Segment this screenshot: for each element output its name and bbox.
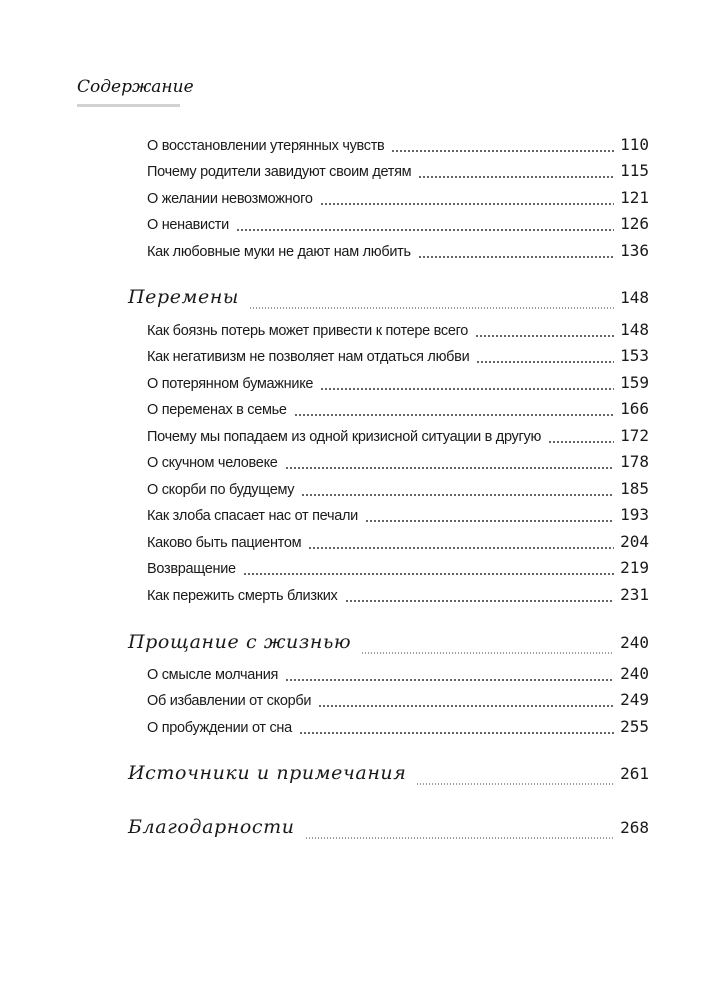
dot-leader (320, 203, 615, 205)
dot-leader (285, 679, 614, 681)
toc-entry[interactable] (147, 135, 649, 157)
toc-entry[interactable] (147, 585, 649, 607)
toc-entry-page: 219 (620, 558, 649, 577)
dot-leader (320, 388, 614, 390)
toc-section-page: 240 (620, 633, 649, 652)
toc-entry[interactable] (147, 505, 649, 527)
toc-entry-page: 159 (620, 373, 649, 392)
toc-entry[interactable] (147, 690, 649, 712)
toc-entry-title: Как любовные муки не дают нам любить (147, 244, 411, 260)
toc-entry[interactable] (147, 558, 649, 580)
toc-entry-title: Возвращение (147, 561, 236, 577)
toc-entry[interactable] (147, 241, 649, 263)
toc-entry-page: 110 (620, 135, 649, 154)
toc-entry-page: 121 (620, 188, 649, 207)
dot-leader (243, 573, 614, 575)
toc-entry-title: О скучном человеке (147, 455, 278, 471)
toc-entry[interactable] (147, 532, 649, 554)
toc-section-title: Прощание с жизнью (128, 631, 352, 653)
toc-entry-title: О потерянном бумажнике (147, 376, 314, 392)
toc-section-title: Благодарности (128, 816, 295, 838)
dot-leader (475, 335, 614, 337)
toc-entry-page: 126 (620, 214, 649, 233)
toc-entry[interactable] (147, 188, 649, 210)
toc-entry-title: О переменах в семье (147, 402, 287, 418)
toc-entry-title: Как боязнь потерь может привести к потере всего (147, 323, 469, 339)
dot-leader (318, 705, 614, 707)
toc-entry-title: О скорби по будущему (147, 482, 295, 498)
toc-section[interactable] (128, 762, 649, 790)
toc-entry-title: О пробуждении от сна (147, 720, 292, 736)
toc-section[interactable] (128, 286, 649, 314)
toc-section-title: Перемены (128, 286, 240, 308)
toc-entry-page: 249 (620, 690, 649, 709)
toc-entry-title: О восстановлении утерянных чувств (147, 138, 385, 154)
toc-entry-title: Об избавлении от скорби (147, 693, 312, 709)
toc-entry-title: О смысле молчания (147, 667, 279, 683)
toc-entry-page: 231 (620, 585, 649, 604)
toc-entry-page: 148 (620, 320, 649, 339)
dot-leader (416, 783, 614, 785)
toc-entry[interactable] (147, 664, 649, 686)
toc-entry-title: Почему родители завидуют своим детям (147, 164, 412, 180)
toc-entry[interactable] (147, 452, 649, 474)
dot-leader (365, 520, 614, 522)
toc-entry-page: 172 (620, 426, 649, 445)
dot-leader (308, 547, 614, 549)
dot-leader (236, 229, 614, 231)
toc-entry[interactable] (147, 717, 649, 739)
toc-entry-title: Каково быть пациентом (147, 535, 302, 551)
page-title: Содержание (77, 77, 194, 97)
toc-entry-title: Как злоба спасает нас от печали (147, 508, 358, 524)
toc-entry-page: 153 (620, 346, 649, 365)
toc-section-page: 261 (620, 764, 649, 783)
toc-entry-page: 185 (620, 479, 649, 498)
toc-section[interactable] (128, 631, 649, 659)
toc-entry[interactable] (147, 373, 649, 395)
toc-entry[interactable] (147, 479, 649, 501)
toc-entry-page: 240 (620, 664, 649, 683)
toc-section-page: 148 (620, 288, 649, 307)
dot-leader (294, 414, 614, 416)
dot-leader (301, 494, 614, 496)
toc-entry-title: Как негативизм не позволяет нам отдаться любви (147, 349, 470, 365)
dot-leader (548, 441, 614, 443)
toc-entry-title: О желании невозможного (147, 191, 313, 207)
toc-entry-page: 178 (620, 452, 649, 471)
toc-entry[interactable] (147, 399, 649, 421)
dot-leader (361, 652, 614, 654)
toc-entry-page: 204 (620, 532, 649, 551)
dot-leader (476, 361, 614, 363)
toc-entry-title: Как пережить смерть близких (147, 588, 338, 604)
toc-entry-page: 255 (620, 717, 649, 736)
dot-leader (305, 837, 614, 839)
toc-entry[interactable] (147, 320, 649, 342)
dot-leader (345, 600, 615, 602)
toc-entry[interactable] (147, 346, 649, 368)
toc-section-title: Источники и примечания (128, 762, 407, 784)
toc-entry[interactable] (147, 426, 649, 448)
toc-section[interactable] (128, 816, 649, 844)
dot-leader (285, 467, 615, 469)
toc-entry-page: 166 (620, 399, 649, 418)
dot-leader (249, 307, 614, 309)
dot-leader (418, 176, 614, 178)
dot-leader (299, 732, 614, 734)
toc-entry-title: О ненависти (147, 217, 229, 233)
toc-entry-page: 115 (620, 161, 649, 180)
dot-leader (418, 256, 614, 258)
toc-entry[interactable] (147, 214, 649, 236)
toc-entry-page: 193 (620, 505, 649, 524)
toc-entry[interactable] (147, 161, 649, 183)
dot-leader (391, 150, 614, 152)
toc-entry-title: Почему мы попадаем из одной кризисной ситуации в другую (147, 429, 542, 445)
toc-section-page: 268 (620, 818, 649, 837)
toc-entry-page: 136 (620, 241, 649, 260)
